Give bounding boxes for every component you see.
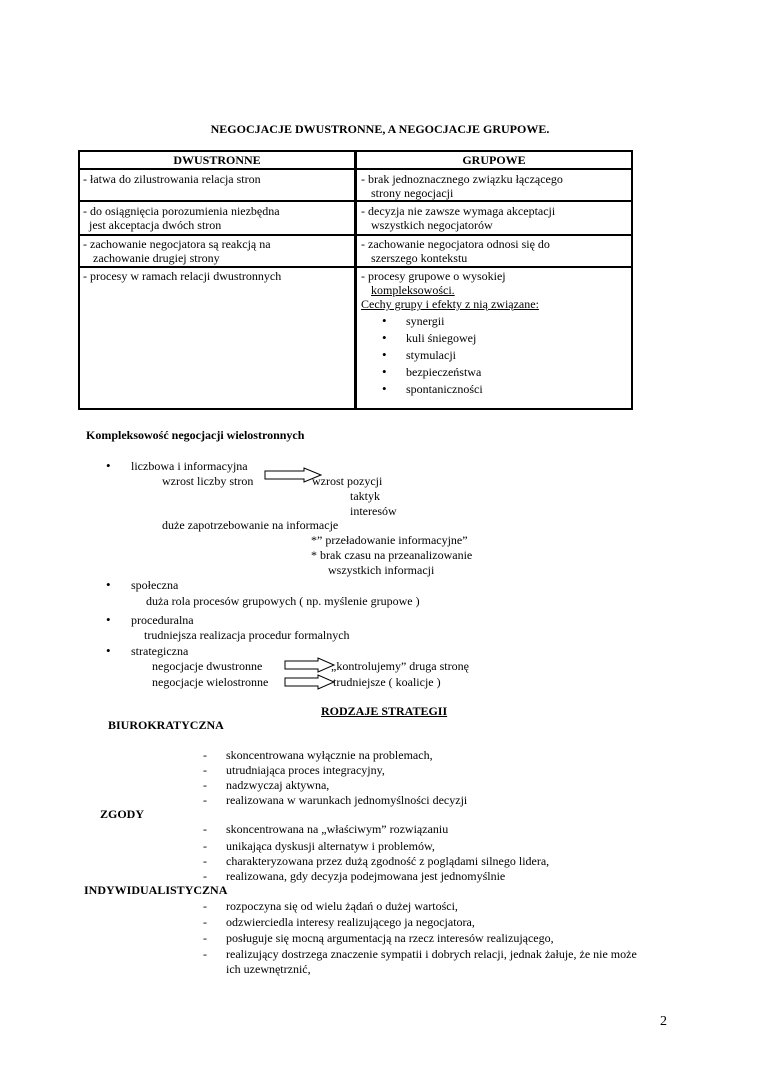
text-line: duże zapotrzebowanie na informacje <box>162 518 339 532</box>
dash-icon: - <box>203 931 207 945</box>
text-line: „kontrolujemy” druga stronę <box>331 659 469 673</box>
dash-icon: - <box>203 822 207 836</box>
text-line: trudniejsza realizacja procedur formalnych <box>144 628 350 642</box>
dash-icon: - <box>203 915 207 929</box>
list-item: spontaniczności <box>406 382 483 396</box>
table-cell: - procesy w ramach relacji dwustronnych <box>83 269 282 283</box>
list-item: realizujący dostrzega znaczenie sympatii i dobrych relacji, jednak żałuje, że nie może <box>226 947 637 961</box>
dash-icon: - <box>203 899 207 913</box>
table-divider <box>80 234 631 236</box>
text-line: trudniejsze ( koalicje ) <box>333 675 441 689</box>
bullet-icon: • <box>106 577 111 592</box>
bullet-icon: • <box>106 643 111 658</box>
text-line: duża rola procesów grupowych ( np. myślenie grupowe ) <box>146 594 420 608</box>
text-line: interesów <box>350 504 397 518</box>
text-line: *” przeładowanie informacyjne” <box>311 533 468 547</box>
list-item: stymulacji <box>406 348 456 362</box>
text-line: wszystkich informacji <box>328 563 435 577</box>
dash-icon: - <box>203 793 207 807</box>
table-cell: - łatwa do zilustrowania relacja stron <box>83 172 261 186</box>
table-header-group: GRUPOWE <box>462 153 526 167</box>
dash-icon: - <box>203 778 207 792</box>
page-title: NEGOCJACJE DWUSTRONNE, A NEGOCJACJE GRUPOWE. <box>210 122 550 136</box>
list-item: utrudniająca proces integracyjny, <box>226 763 385 777</box>
list-item: liczbowa i informacyjna <box>131 459 248 473</box>
list-item: rozpoczyna się od wielu żądań o dużej wartości, <box>226 899 458 913</box>
text-line: * brak czasu na przeanalizowanie <box>311 548 473 562</box>
table-cell: - decyzja nie zawsze wymaga akceptacji wszystkich negocjatorów <box>361 204 556 232</box>
page-number: 2 <box>660 1014 667 1029</box>
list-item: kuli śniegowej <box>406 331 477 345</box>
text-line: negocjacje wielostronne <box>152 675 269 689</box>
list-item: społeczna <box>131 578 179 592</box>
list-item: realizowana w warunkach jednomyślności decyzji <box>226 793 468 807</box>
bullet-icon: • <box>382 364 387 379</box>
list-item: nadzwyczaj aktywna, <box>226 778 330 792</box>
table-header-bilateral: DWUSTRONNE <box>173 153 261 167</box>
section-heading: RODZAJE STRATEGII <box>321 704 448 718</box>
list-item: strategiczna <box>131 644 189 658</box>
dash-icon: - <box>203 748 207 762</box>
arrow-right-icon <box>284 657 336 673</box>
text-line: wzrost pozycji <box>312 474 383 488</box>
bullet-icon: • <box>382 313 387 328</box>
dash-icon: - <box>203 947 207 961</box>
list-item: unikająca dyskusji alternatyw i problemów, <box>226 839 435 853</box>
bullet-icon: • <box>382 347 387 362</box>
table-column-divider <box>354 152 357 408</box>
table-divider <box>80 168 631 170</box>
list-item: skoncentrowana wyłącznie na problemach, <box>226 748 433 762</box>
bullet-icon: • <box>106 612 111 627</box>
section-heading: Kompleksowość negocjacji wielostronnych <box>86 428 305 442</box>
list-item: proceduralna <box>131 613 194 627</box>
strategy-name: INDYWIDUALISTYCZNA <box>84 883 228 897</box>
strategy-name: ZGODY <box>100 807 145 821</box>
table-cell: - brak jednoznacznego związku łączącego strony negocjacji <box>361 172 563 200</box>
table-cell: - zachowanie negocjatora są reakcją na zachowanie drugiej strony <box>83 237 271 265</box>
arrow-right-icon <box>284 674 336 690</box>
text-line: negocjacje dwustronne <box>152 659 263 673</box>
list-item: bezpieczeństwa <box>406 365 482 379</box>
list-item: realizowana, gdy decyzja podejmowana jest jednomyślnie <box>226 869 506 883</box>
bullet-icon: • <box>382 381 387 396</box>
strategy-name: BIUROKRATYCZNA <box>108 718 224 732</box>
list-item: skoncentrowana na „właściwym” rozwiązaniu <box>226 822 449 836</box>
table-divider <box>80 200 631 202</box>
table-cell: - do osiągnięcia porozumienia niezbędna jest akceptacja dwóch stron <box>83 204 280 232</box>
list-item: ich uzewnętrznić, <box>226 962 311 976</box>
list-item: synergii <box>406 314 445 328</box>
dash-icon: - <box>203 854 207 868</box>
table-cell: - zachowanie negocjatora odnosi się do szerszego kontekstu <box>361 237 550 265</box>
table-divider <box>80 266 631 268</box>
comparison-table <box>78 150 633 410</box>
dash-icon: - <box>203 763 207 777</box>
table-cell: - procesy grupowe o wysokiej kompleksowości. Cechy grupy i efekty z nią związane: <box>361 269 539 311</box>
list-item: charakteryzowana przez dużą zgodność z poglądami silnego lidera, <box>226 854 550 868</box>
dash-icon: - <box>203 869 207 883</box>
list-item: posługuje się mocną argumentacją na rzecz interesów realizującego, <box>226 931 554 945</box>
bullet-icon: • <box>382 330 387 345</box>
text-line: taktyk <box>350 489 380 503</box>
bullet-icon: • <box>106 458 111 473</box>
text-line: wzrost liczby stron <box>162 474 254 488</box>
list-item: odzwierciedla interesy realizującego ja negocjatora, <box>226 915 475 929</box>
dash-icon: - <box>203 839 207 853</box>
